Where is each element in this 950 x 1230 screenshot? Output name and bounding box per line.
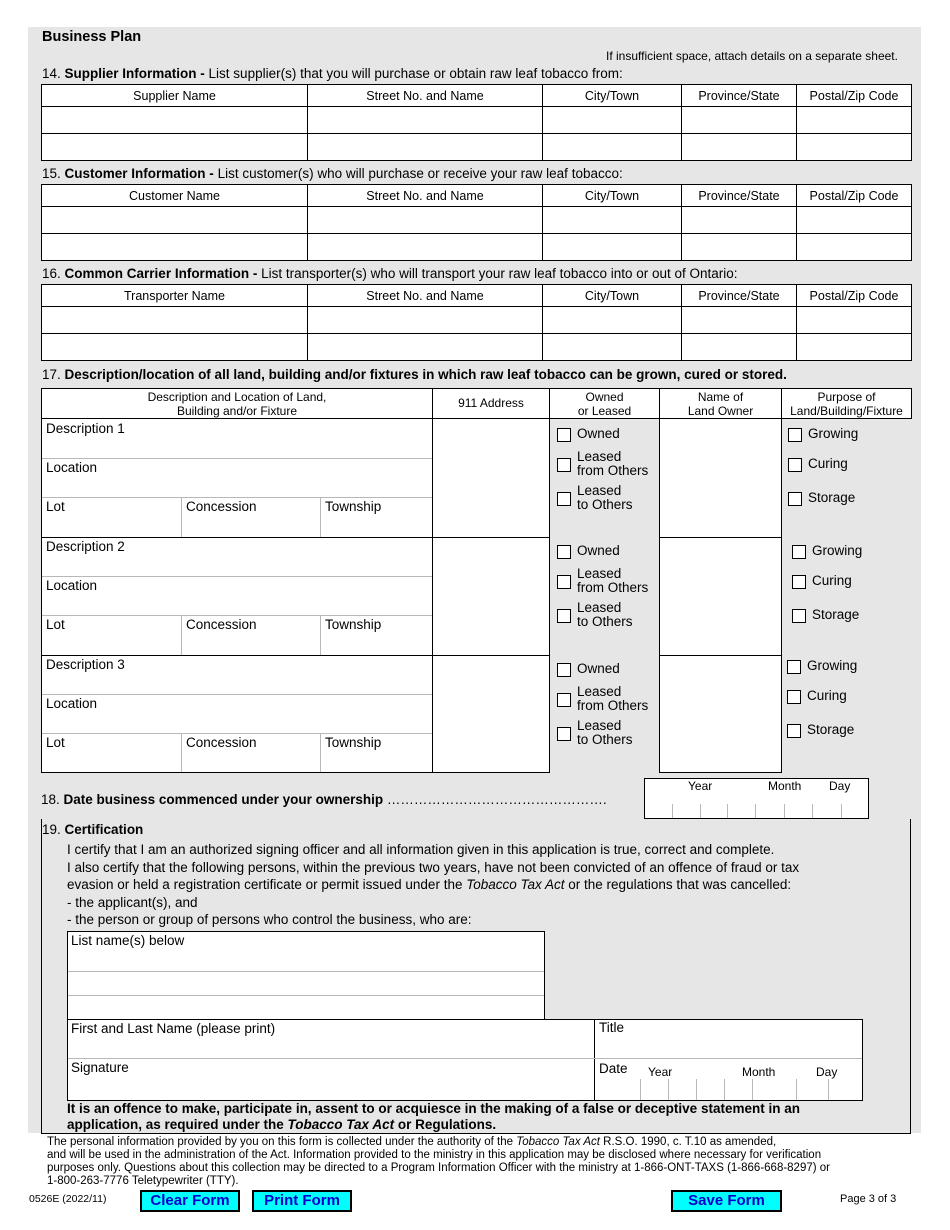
postal-field[interactable] xyxy=(797,234,912,261)
growing-checkbox-1[interactable] xyxy=(788,428,802,442)
label-line: to Others xyxy=(577,732,633,747)
section-number: 16. xyxy=(42,266,61,281)
col-street: Street No. and Name xyxy=(308,285,543,307)
title-input[interactable] xyxy=(596,1038,862,1057)
section-number: 14. xyxy=(42,66,61,81)
table-row xyxy=(42,307,912,334)
commenced-year-input[interactable] xyxy=(672,803,754,818)
day-label: Day xyxy=(829,779,851,793)
leased-to-label xyxy=(577,601,633,629)
customer-name-field[interactable] xyxy=(42,207,308,234)
label-line: from Others xyxy=(577,580,649,595)
page-number: Page 3 of 3 xyxy=(840,1193,897,1205)
growing-checkbox-3[interactable] xyxy=(787,660,801,674)
street-field[interactable] xyxy=(308,307,543,334)
transporter-name-field[interactable] xyxy=(42,307,308,334)
postal-field[interactable] xyxy=(797,134,912,161)
month-label: Month xyxy=(768,779,802,793)
city-field[interactable] xyxy=(543,234,682,261)
col-transporter-name: Transporter Name xyxy=(42,285,308,307)
label-line: to Others xyxy=(577,497,633,512)
province-field[interactable] xyxy=(682,207,797,234)
col-purpose-header xyxy=(781,388,912,419)
list-names-label: List name(s) below xyxy=(71,933,185,948)
street-field[interactable] xyxy=(308,107,543,134)
curing-checkbox-3[interactable] xyxy=(787,690,801,704)
text-run: or Regulations. xyxy=(394,1117,497,1132)
year-label: Year xyxy=(688,779,713,793)
section-15-heading xyxy=(42,166,623,181)
curing-label: Curing xyxy=(812,573,852,588)
section-description: List transporter(s) who will transport your raw leaf tobacco into or out of Ontario: xyxy=(257,266,738,281)
postal-field[interactable] xyxy=(797,207,912,234)
leased-to-label xyxy=(577,719,633,747)
land-owner-input-2[interactable] xyxy=(659,537,782,656)
street-field[interactable] xyxy=(308,207,543,234)
storage-checkbox-2[interactable] xyxy=(792,609,806,623)
storage-label: Storage xyxy=(812,607,860,622)
label-line: Leased xyxy=(577,600,622,615)
date-label: Date xyxy=(599,1061,628,1076)
province-field[interactable] xyxy=(682,107,797,134)
section-17-heading xyxy=(42,367,787,382)
storage-checkbox-1[interactable] xyxy=(788,492,802,506)
col-owner-header xyxy=(659,388,782,419)
owned-checkbox-2[interactable] xyxy=(557,545,571,559)
text-run: The personal information provided by you on this form is collected under the authority of the xyxy=(47,1136,517,1148)
commenced-day-input[interactable] xyxy=(814,803,844,818)
concession-3-label: Concession xyxy=(186,735,257,750)
township-1-label: Township xyxy=(325,499,382,514)
section-title: Certification xyxy=(64,822,144,837)
township-3-label: Township xyxy=(325,735,382,750)
name-label: First and Last Name (please print) xyxy=(71,1021,276,1036)
signature-date-day-input[interactable] xyxy=(828,1082,862,1100)
province-field[interactable] xyxy=(682,334,797,361)
leased-from-others-checkbox-1[interactable] xyxy=(557,458,571,472)
location-1-label: Location xyxy=(46,460,98,475)
description-3-input[interactable] xyxy=(140,656,430,692)
text-run: evasion or held a registration certificate or permit issued under the xyxy=(67,877,467,892)
text-run: or the regulations that was cancelled: xyxy=(564,877,792,892)
section-number: 18. xyxy=(41,792,60,807)
section-number: 19. xyxy=(42,822,61,837)
owned-label: Owned xyxy=(577,661,620,676)
label-line: from Others xyxy=(577,698,649,713)
location-3-input[interactable] xyxy=(110,696,430,732)
street-field[interactable] xyxy=(308,334,543,361)
leased-to-others-checkbox-1[interactable] xyxy=(557,492,571,506)
table-row xyxy=(42,334,912,361)
customer-table xyxy=(41,184,912,261)
header-line: Name of xyxy=(697,390,744,404)
location-2-input[interactable] xyxy=(110,578,430,614)
table-row xyxy=(42,107,912,134)
section-14-heading xyxy=(42,66,623,81)
col-description-header xyxy=(41,388,433,419)
township-2-label: Township xyxy=(325,617,382,632)
growing-label: Growing xyxy=(807,658,858,673)
curing-label: Curing xyxy=(808,456,848,471)
curing-checkbox-1[interactable] xyxy=(788,458,802,472)
description-3-label: Description 3 xyxy=(46,657,125,672)
owned-checkbox-1[interactable] xyxy=(557,428,571,442)
signature-date-year-input[interactable] xyxy=(640,1082,750,1100)
leased-from-others-checkbox-2[interactable] xyxy=(557,575,571,589)
privacy-line: and will be used in the administration of the Act. Information provided to the ministry in this application may be disclosed where necessary for verification xyxy=(47,1149,822,1161)
warning-line: It is an offence to make, participate in, assent to or acquiesce in the making of a false or deceptive statement in an xyxy=(67,1101,800,1116)
land-owner-input-1[interactable] xyxy=(659,418,782,538)
section-16-heading xyxy=(42,266,738,281)
form-code: 0526E (2022/11) xyxy=(29,1193,107,1205)
list-name-input-2[interactable] xyxy=(68,972,544,994)
insufficient-space-note: If insufficient space, attach details on a separate sheet. xyxy=(606,49,898,63)
section-title: Date business commenced under your ownership xyxy=(63,792,384,807)
privacy-line: purposes only. Questions about this collection may be directed to a Program Information Officer with the ministry at 1-866-ONT-TAXS (1-866-668-8297) or xyxy=(47,1162,830,1174)
postal-field[interactable] xyxy=(797,107,912,134)
certification-bullet: - the applicant(s), and xyxy=(67,894,198,910)
lot-3-label: Lot xyxy=(46,735,65,750)
col-postal: Postal/Zip Code xyxy=(797,285,912,307)
col-province: Province/State xyxy=(682,85,797,107)
col-owned-header xyxy=(549,388,660,419)
privacy-notice xyxy=(47,1136,830,1188)
table-row xyxy=(42,234,912,261)
storage-checkbox-3[interactable] xyxy=(787,724,801,738)
transporter-table xyxy=(41,284,912,361)
page-title: Business Plan xyxy=(42,29,142,45)
warning-line xyxy=(67,1117,800,1133)
province-field[interactable] xyxy=(682,307,797,334)
address-911-input-1[interactable] xyxy=(432,418,550,538)
offence-warning xyxy=(67,1101,800,1133)
leased-to-label xyxy=(577,484,633,512)
certification-line: I also certify that the following persons, within the previous two years, have not been convicted of an offence of fraud or tax xyxy=(67,859,800,875)
supplier-name-field[interactable] xyxy=(42,107,308,134)
certification-line: I certify that I am an authorized signing officer and all information given in this application is true, correct and complete. xyxy=(67,842,775,857)
leased-from-label xyxy=(577,567,648,595)
leader-dots: …………………………………………. xyxy=(386,792,607,807)
customer-name-field[interactable] xyxy=(42,234,308,261)
growing-label: Growing xyxy=(812,543,863,558)
list-name-input-3[interactable] xyxy=(68,996,544,1019)
list-name-input-1[interactable] xyxy=(68,950,544,970)
header-line: Land/Building/Fixture xyxy=(790,404,903,418)
col-street: Street No. and Name xyxy=(308,185,543,207)
col-911-header: 911 Address xyxy=(432,388,550,419)
description-2-input[interactable] xyxy=(140,538,430,574)
label-line: Leased xyxy=(577,718,622,733)
city-field[interactable] xyxy=(543,107,682,134)
act-name: Tobacco Tax Act xyxy=(287,1117,395,1132)
postal-field[interactable] xyxy=(797,334,912,361)
col-city: City/Town xyxy=(543,285,682,307)
lot-2-label: Lot xyxy=(46,617,65,632)
storage-label: Storage xyxy=(808,490,856,505)
print-form-button[interactable]: Print Form xyxy=(252,1190,352,1212)
owned-label: Owned xyxy=(577,426,620,441)
curing-checkbox-2[interactable] xyxy=(792,575,806,589)
storage-label: Storage xyxy=(807,722,855,737)
day-label: Day xyxy=(816,1065,838,1079)
section-title: Common Carrier Information - xyxy=(64,266,258,281)
signature-label: Signature xyxy=(71,1060,129,1075)
table-row xyxy=(42,134,912,161)
section-number: 15. xyxy=(42,166,61,181)
label-line: Leased xyxy=(577,483,622,498)
header-line: or Leased xyxy=(577,404,632,418)
leased-to-others-checkbox-3[interactable] xyxy=(557,727,571,741)
signature-input[interactable] xyxy=(68,1078,592,1100)
col-city: City/Town xyxy=(543,85,682,107)
header-line: Description and Location of Land, xyxy=(147,390,327,404)
province-field[interactable] xyxy=(682,134,797,161)
certification-text xyxy=(67,841,799,929)
location-2-label: Location xyxy=(46,578,98,593)
growing-checkbox-2[interactable] xyxy=(792,545,806,559)
location-1-input[interactable] xyxy=(110,460,430,496)
lot-1-label: Lot xyxy=(46,499,65,514)
leased-from-label xyxy=(577,450,648,478)
transporter-name-field[interactable] xyxy=(42,334,308,361)
header-line: Purpose of xyxy=(817,390,876,404)
clear-form-button[interactable]: Clear Form xyxy=(140,1190,240,1212)
label-line: Leased xyxy=(577,566,622,581)
certification-bullet: - the person or group of persons who control the business, who are: xyxy=(67,912,472,927)
text-run: R.S.O. 1990, c. T.10 as amended, xyxy=(599,1136,777,1148)
city-field[interactable] xyxy=(543,207,682,234)
street-field[interactable] xyxy=(308,134,543,161)
leased-from-others-checkbox-3[interactable] xyxy=(557,693,571,707)
section-description: List supplier(s) that you will purchase or obtain raw leaf tobacco from: xyxy=(204,66,623,81)
owned-checkbox-3[interactable] xyxy=(557,663,571,677)
privacy-line xyxy=(47,1136,830,1149)
act-name: Tobacco Tax Act xyxy=(516,1136,600,1148)
description-1-label: Description 1 xyxy=(46,421,125,436)
act-name: Tobacco Tax Act xyxy=(466,877,565,892)
concession-2-label: Concession xyxy=(186,617,257,632)
section-title: Customer Information - xyxy=(64,166,214,181)
label-line: Leased xyxy=(577,684,622,699)
growing-label: Growing xyxy=(808,426,859,441)
section-title: Description/location of all land, building and/or fixtures in which raw leaf tobacco can be grown, cured or stored. xyxy=(64,367,787,382)
header-line: Building and/or Fixture xyxy=(176,404,298,418)
curing-label: Curing xyxy=(807,688,847,703)
description-2-label: Description 2 xyxy=(46,539,125,554)
col-street: Street No. and Name xyxy=(308,85,543,107)
save-form-button[interactable]: Save Form xyxy=(671,1190,782,1212)
table-row xyxy=(42,207,912,234)
section-18-heading xyxy=(41,792,607,807)
col-city: City/Town xyxy=(543,185,682,207)
col-postal: Postal/Zip Code xyxy=(797,85,912,107)
city-field[interactable] xyxy=(543,334,682,361)
land-owner-input-3[interactable] xyxy=(659,655,782,773)
section-description: List customer(s) who will purchase or receive your raw leaf tobacco: xyxy=(213,166,623,181)
description-1-input[interactable] xyxy=(140,420,430,456)
owned-label: Owned xyxy=(577,543,620,558)
month-label: Month xyxy=(742,1065,776,1079)
certification-line xyxy=(67,876,799,894)
signature-date-month-input[interactable] xyxy=(752,1082,826,1100)
col-province: Province/State xyxy=(682,285,797,307)
location-3-label: Location xyxy=(46,696,98,711)
col-province: Province/State xyxy=(682,185,797,207)
name-input[interactable] xyxy=(68,1038,592,1057)
address-911-input-3[interactable] xyxy=(432,655,550,773)
leased-from-label xyxy=(577,685,648,713)
col-postal: Postal/Zip Code xyxy=(797,185,912,207)
label-line: Leased xyxy=(577,449,622,464)
concession-1-label: Concession xyxy=(186,499,257,514)
section-19-heading xyxy=(42,822,143,837)
leased-to-others-checkbox-2[interactable] xyxy=(557,609,571,623)
city-field[interactable] xyxy=(543,134,682,161)
street-field[interactable] xyxy=(308,234,543,261)
col-supplier-name: Supplier Name xyxy=(42,85,308,107)
header-line: Land Owner xyxy=(687,404,754,418)
supplier-name-field[interactable] xyxy=(42,134,308,161)
section-number: 17. xyxy=(42,367,61,382)
privacy-line: 1-800-263-7776 Teletypewriter (TTY). xyxy=(47,1175,239,1187)
col-customer-name: Customer Name xyxy=(42,185,308,207)
text-run: application, as required under the xyxy=(67,1117,288,1132)
year-label: Year xyxy=(648,1065,673,1079)
city-field[interactable] xyxy=(543,307,682,334)
title-label: Title xyxy=(599,1020,625,1035)
postal-field[interactable] xyxy=(797,307,912,334)
header-line: Owned xyxy=(585,390,624,404)
label-line: from Others xyxy=(577,463,649,478)
label-line: to Others xyxy=(577,614,633,629)
province-field[interactable] xyxy=(682,234,797,261)
section-title: Supplier Information - xyxy=(64,66,205,81)
supplier-table xyxy=(41,84,912,161)
address-911-input-2[interactable] xyxy=(432,537,550,656)
